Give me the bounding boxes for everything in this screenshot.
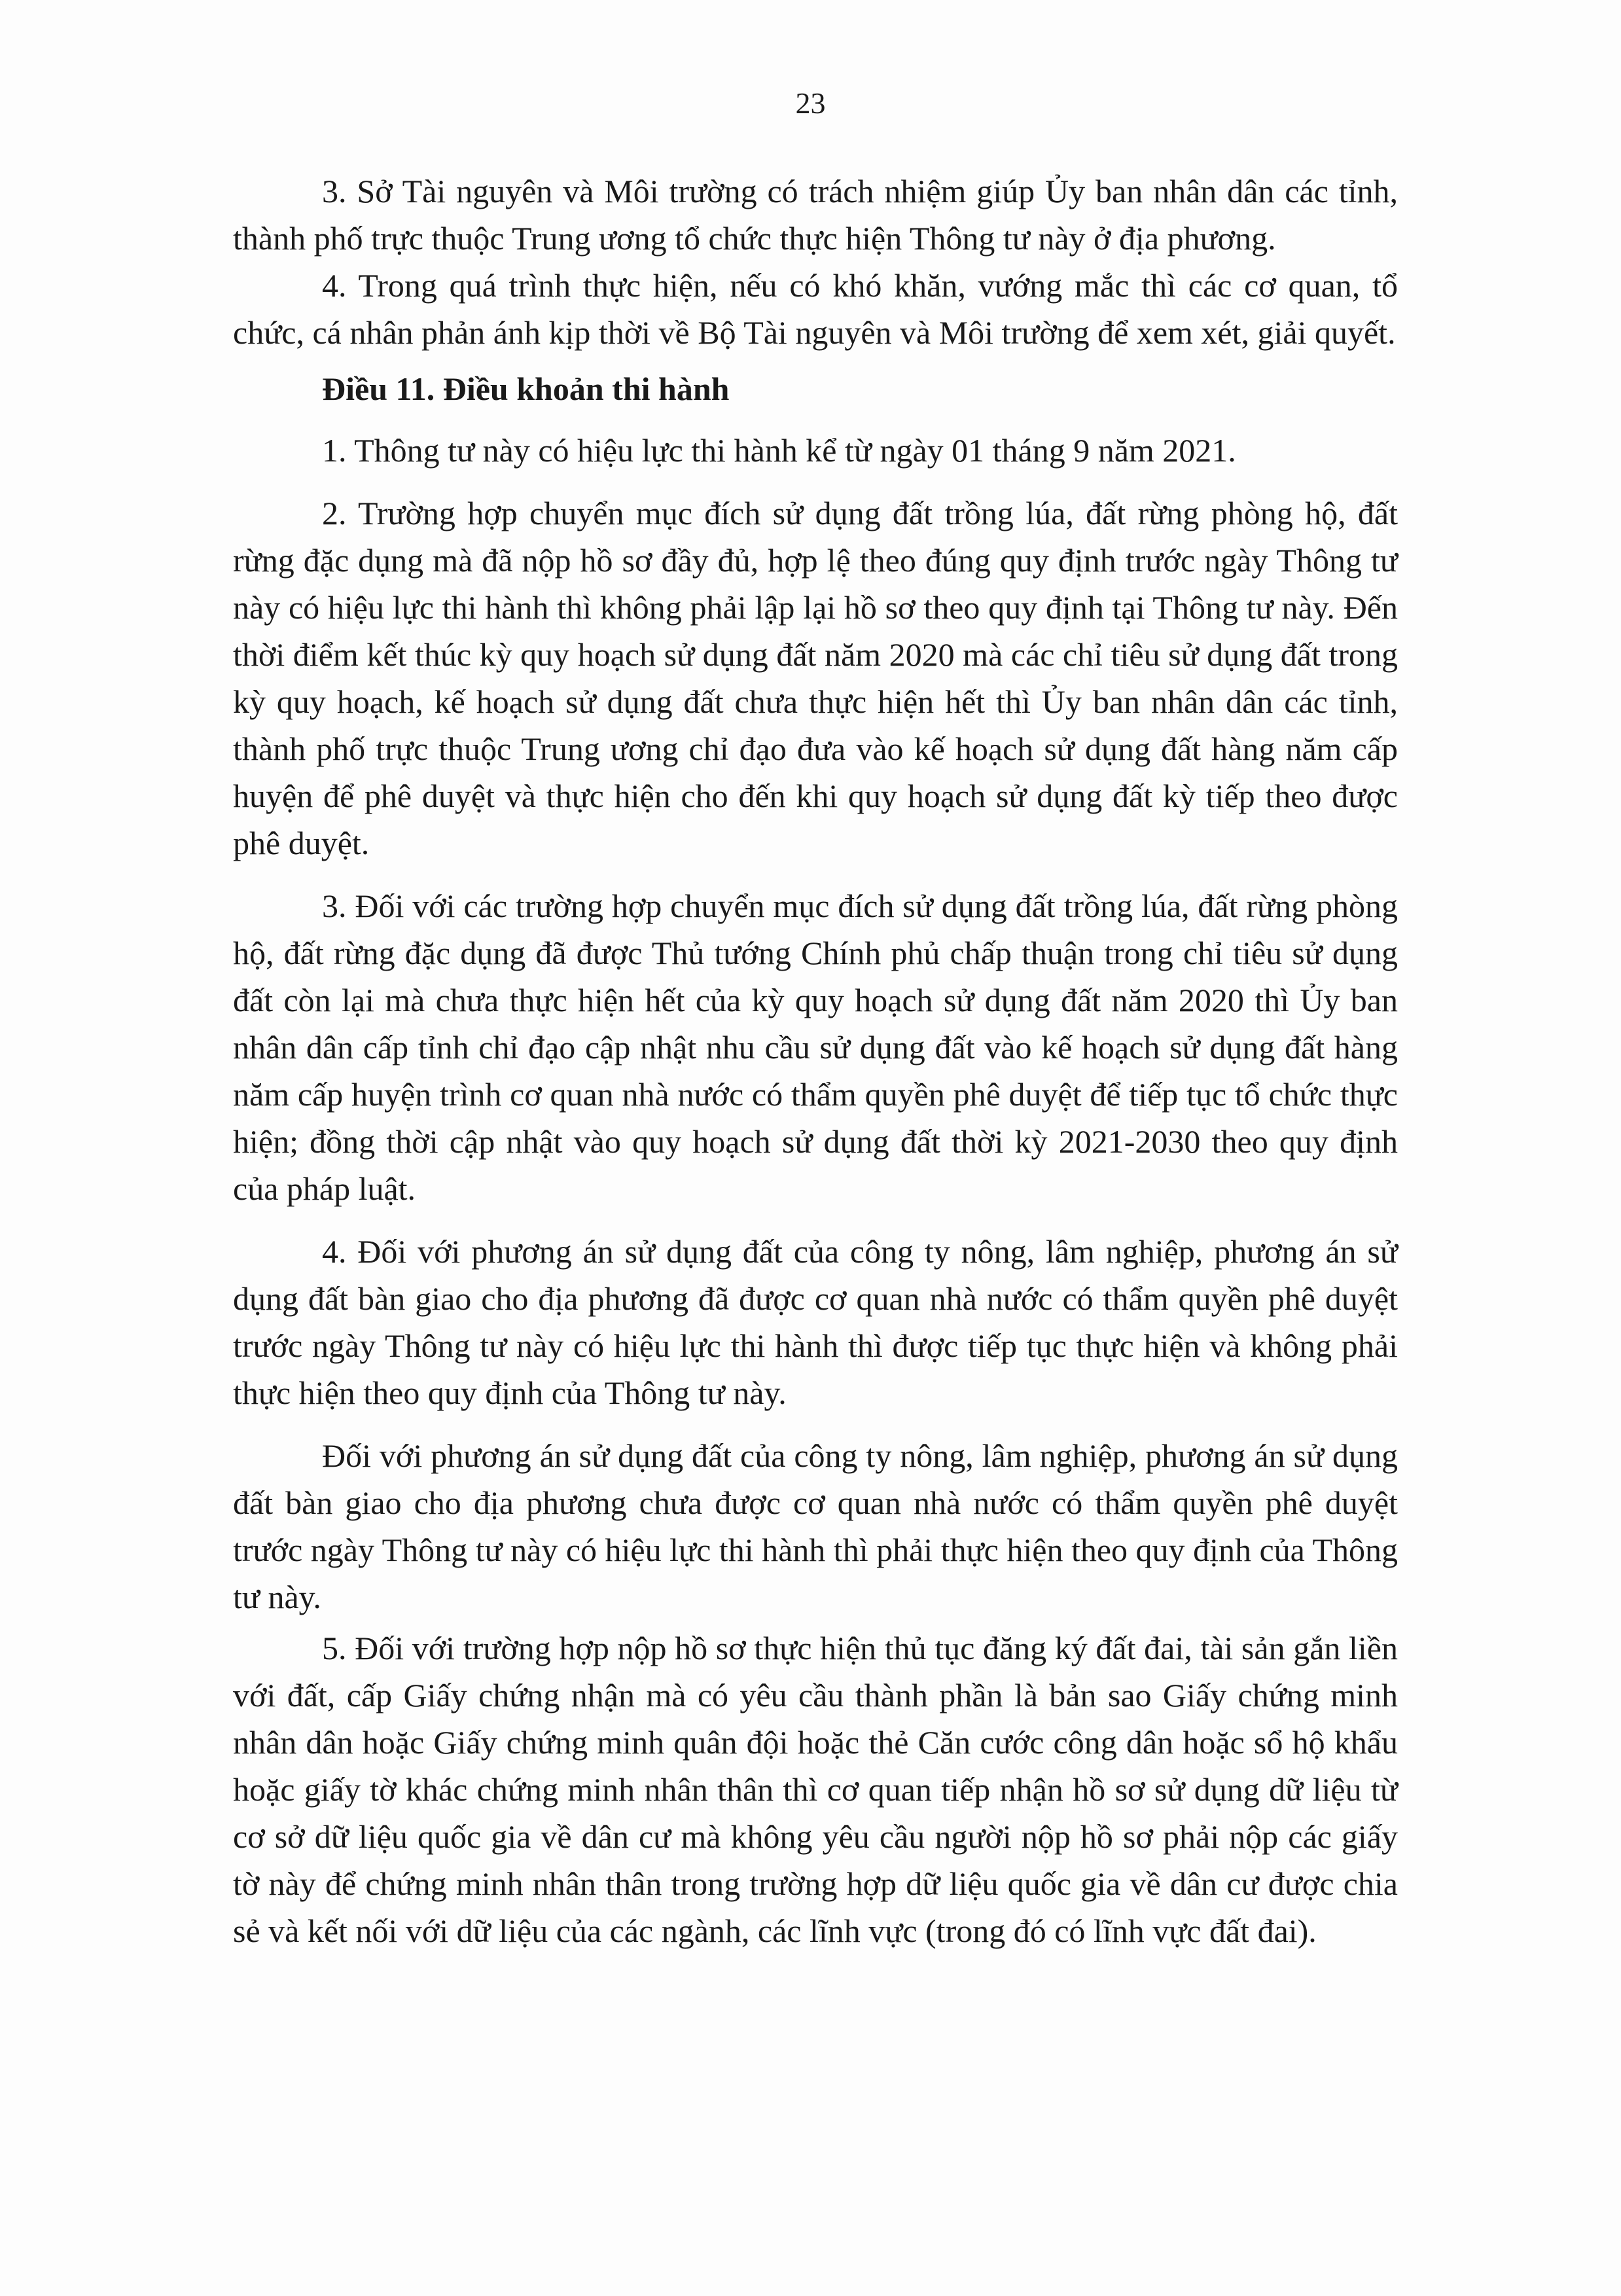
page-number: 23 — [795, 86, 826, 120]
paragraph-transition-5: 5. Đối với trường hợp nộp hồ sơ thực hiện thủ tục đăng ký đất đai, tài sản gắn liền với đất, cấp Giấy chứng nhận mà có yêu cầu thành phần là bản sao Giấy chứng minh nhân dân hoặc Giấy chứng minh quân đội hoặc thẻ Căn cước công dân hoặc sổ hộ khẩu hoặc giấy tờ khác chứng minh nhân thân thì cơ quan tiếp nhận hồ sơ sử dụng dữ liệu từ cơ sở dữ liệu quốc gia về dân cư mà không yêu cầu người nộp hồ sơ phải nộp các giấy tờ này để chứng minh nhân thân trong trường hợp dữ liệu quốc gia về dân cư được chia sẻ và kết nối với dữ liệu của các ngành, các lĩnh vực (trong đó có lĩnh vực đất đai). — [233, 1630, 1398, 1949]
paragraph-effective-date: 1. Thông tư này có hiệu lực thi hành kể từ ngày 01 tháng 9 năm 2021. — [322, 432, 1236, 469]
paragraph-transition-4-continued: Đối với phương án sử dụng đất của công ty nông, lâm nghiệp, phương án sử dụng đất bàn giao cho địa phương chưa được cơ quan nhà nước có thẩm quyền phê duyệt trước ngày Thông tư này có hiệu lực thi hành thì phải thực hiện theo quy định của Thông tư này. — [233, 1437, 1398, 1615]
document-body — [233, 168, 1398, 1954]
paragraph-transition-3: 3. Đối với các trường hợp chuyển mục đích sử dụng đất trồng lúa, đất rừng phòng hộ, đất rừng đặc dụng đã được Thủ tướng Chính phủ chấp thuận trong chỉ tiêu sử dụng đất còn lại mà chưa thực hiện hết của kỳ quy hoạch sử dụng đất năm 2020 thì Ủy ban nhân dân cấp tỉnh chỉ đạo cập nhật nhu cầu sử dụng đất vào kế hoạch sử dụng đất hàng năm cấp huyện trình cơ quan nhà nước có thẩm quyền phê duyệt để tiếp tục tổ chức thực hiện; đồng thời cập nhật vào quy hoạch sử dụng đất thời kỳ 2021-2030 theo quy định của pháp luật. — [233, 888, 1398, 1207]
paragraph-transition-4: 4. Đối với phương án sử dụng đất của công ty nông, lâm nghiệp, phương án sử dụng đất bàn giao cho địa phương đã được cơ quan nhà nước có thẩm quyền phê duyệt trước ngày Thông tư này có hiệu lực thi hành thì được tiếp tục thực hiện và không phải thực hiện theo quy định của Thông tư này. — [233, 1233, 1398, 1411]
paragraph-transition-2: 2. Trường hợp chuyển mục đích sử dụng đất trồng lúa, đất rừng phòng hộ, đất rừng đặc dụng mà đã nộp hồ sơ đầy đủ, hợp lệ theo đúng quy định trước ngày Thông tư này có hiệu lực thi hành thì không phải lập lại hồ sơ theo quy định tại Thông tư này. Đến thời điểm kết thúc kỳ quy hoạch sử dụng đất năm 2020 mà các chỉ tiêu sử dụng đất trong kỳ quy hoạch, kế hoạch sử dụng đất chưa thực hiện hết thì Ủy ban nhân dân các tỉnh, thành phố trực thuộc Trung ương chỉ đạo đưa vào kế hoạch sử dụng đất hàng năm cấp huyện để phê duyệt và thực hiện cho đến khi quy hoạch sử dụng đất kỳ tiếp theo được phê duyệt. — [233, 495, 1398, 861]
paragraph-clause-3: 3. Sở Tài nguyên và Môi trường có trách nhiệm giúp Ủy ban nhân dân các tỉnh, thành phố trực thuộc Trung ương tổ chức thực hiện Thông tư này ở địa phương. — [233, 173, 1398, 257]
article-heading: Điều 11. Điều khoản thi hành — [322, 370, 730, 407]
paragraph-clause-4: 4. Trong quá trình thực hiện, nếu có khó khăn, vướng mắc thì các cơ quan, tổ chức, cá nhân phản ánh kịp thời về Bộ Tài nguyên và Môi trường để xem xét, giải quyết. — [233, 267, 1398, 351]
